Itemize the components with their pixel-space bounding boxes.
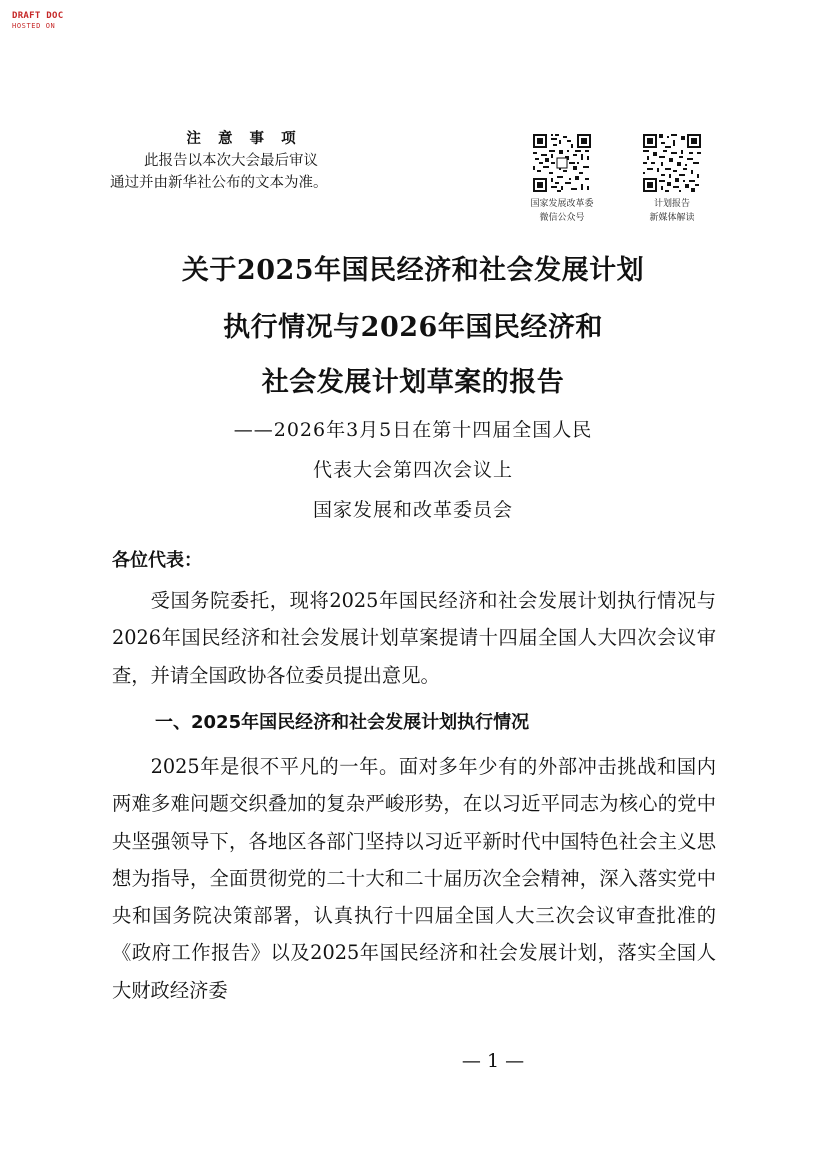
qr-code-icon <box>643 134 701 192</box>
qr-code-icon <box>533 134 591 192</box>
subtitle-line2: 代表大会第四次会议上 <box>312 459 513 481</box>
paragraph-intro: 受国务院委托，现将2025年国民经济和社会发展计划执行情况与2026年国民经济和社会发展计划草案提请十四届全国人大四次会议审查，并请全国政协各位委员提出意见。 <box>112 589 716 687</box>
notice-box <box>110 128 370 194</box>
qr-caption-line1: 国家发展改革委 <box>530 199 594 209</box>
greeting: 各位代表： <box>112 550 202 571</box>
report-title-line1: 关于2025年国民经济和社会发展计划 <box>181 255 645 286</box>
qr-caption-line1: 计划报告 <box>653 199 690 209</box>
qr-caption-line2: 新媒体解读 <box>649 213 695 223</box>
report-title-line2: 执行情况与2026年国民经济和 <box>223 312 603 343</box>
qr-block-wechat <box>516 134 608 225</box>
subtitle-line3: 国家发展和改革委员会 <box>312 499 513 521</box>
report-title-line3: 社会发展计划草案的报告 <box>261 367 565 398</box>
qr-caption-line2: 微信公众号 <box>539 213 585 223</box>
notice-line2: 通过并由新华社公布的文本为准。 <box>110 175 328 191</box>
watermark <box>12 12 63 30</box>
qr-block-report <box>626 134 718 225</box>
watermark-line2: HOSTED ON <box>12 22 56 30</box>
notice-title: 注 意 事 项 <box>186 130 302 147</box>
watermark-line1: DRAFT DOC <box>12 11 64 21</box>
paragraph-body: 2025年是很不平凡的一年。面对多年少有的外部冲击挑战和国内两难多难问题交织叠加的复杂严峻形势，在以习近平同志为核心的党中央坚强领导下，各地区各部门坚持以习近平新时代中国特色社会主义思想为指导，全面贯彻党的二十大和二十届历次全会精神，深入落实党中央和国务院决策部署，认真执行十四届全国人大三次会议审查批准的《政府工作报告》以及2025年国民经济和社会发展计划，落实全国人大财政经济委 <box>112 755 716 1002</box>
page-number: — 1 — <box>461 1050 525 1072</box>
section-heading: 一、2025年国民经济和社会发展计划执行情况 <box>155 712 530 733</box>
subtitle-line1: ——2026年3月5日在第十四届全国人民 <box>233 419 593 441</box>
notice-line1: 此报告以本次大会最后审议 <box>144 153 318 169</box>
